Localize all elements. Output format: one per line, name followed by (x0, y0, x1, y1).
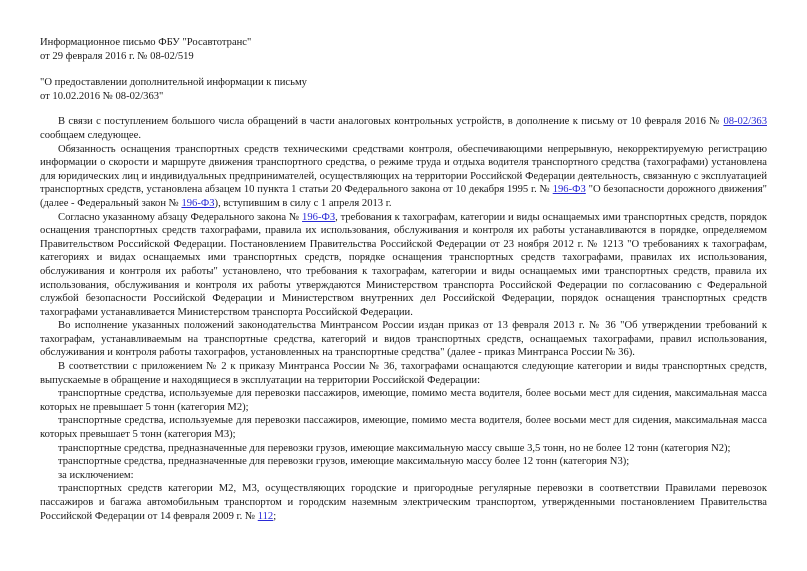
exception-item-text-b: ; (273, 510, 277, 522)
paragraph-3-text-a: Согласно указанному абзацу Федерального закона № (58, 211, 303, 223)
header-date: от 29 февраля 2016 г. № 08-02/519 (40, 50, 194, 62)
header-subject-line2: от 10.02.2016 № 08-02/363" (40, 90, 164, 102)
paragraph-5: В соответствии с приложением № 2 к приказу Минтранса России № 36, тахографами оснащаются следующие категории и виды транспортных средств, выпускаемые в обращение и находящиеся в эксплуатации на территории Российской Федерации: (40, 361, 767, 386)
header-subject-line1: "О предоставлении дополнительной информации к письму (40, 77, 307, 89)
header-title: Информационное письмо ФБУ "Росавтотранс" (40, 37, 252, 48)
exception-item (40, 482, 767, 523)
paragraph-3 (40, 211, 767, 320)
paragraph-2-text-c: ), вступившим в силу с 1 апреля 2013 г. (214, 197, 392, 209)
paragraph-1 (40, 115, 767, 142)
exceptions-intro: за исключением: (58, 469, 134, 481)
link-196-fz-2[interactable]: 196-ФЗ (181, 197, 215, 209)
paragraph-2 (40, 143, 767, 211)
paragraph-4: Во исполнение указанных положений законодательства Минтрансом России издан приказ от 13 февраля 2013 г. № 36 "Об утверждении требований к тахографам, устанавливаемым на транспортные средства, категорий и видов транспортных средств, оснащаемых тахографами, правил использования, обслуживания и контроля работы тахографов, установленных на транспортные средства" (далее - приказ Минтранса России № 36). (40, 320, 767, 359)
letter-header (40, 36, 767, 103)
paragraph-1-text-b: сообщаем следующее. (40, 129, 141, 141)
exception-item-text-a: транспортных средств категории M2, M3, осуществляющих городские и пригородные регулярные перевозки в соответствии Правилами перевозок пассажиров и багажа автомобильным транспортом и городским наземным электрическим транспортом, утвержденными постановлением Правительства Российской Федерации от 14 февраля 2009 г. № (40, 483, 767, 522)
paragraph-2-text-a: Обязанность оснащения транспортных средств техническими средствами контроля, обеспечивающими непрерывную, некорректируемую регистрацию информации о скорости и маршруте движения транспортного средства, о режиме труда и отдыха водителя транспортного средства (тахографами) установлена для юридических лиц и индивидуальных предпринимателей, осуществляющих на территории Российской Федерации деятельность, связанную с эксплуатацией транспортных средств, установлена абзацем 10 пункта 1 статьи 20 Федерального закона от 10 декабря 1995 г. № (40, 143, 767, 196)
list-item-m3: транспортные средства, используемые для перевозки пассажиров, имеющие, помимо места водителя, более восьми мест для сидения, максимальная масса которых превышает 5 тонн (категория M3); (40, 415, 767, 441)
link-112[interactable]: 112 (257, 510, 274, 522)
list-item-n2: транспортные средства, предназначенные для перевозки грузов, имеющие максимальную массу свыше 3,5 тонн, но не более 12 тонн (категория N2); (58, 442, 731, 454)
list-item-m2: транспортные средства, используемые для перевозки пассажиров, имеющие, помимо места водителя, более восьми мест для сидения, максимальная масса которых не превышает 5 тонн (категория M2); (40, 388, 767, 413)
letter-body (40, 115, 767, 523)
list-item-n3: транспортные средства, предназначенные для перевозки грузов, имеющие максимальную массу более 12 тонн (категория N3); (58, 456, 630, 468)
link-196-fz[interactable]: 196-ФЗ (552, 184, 586, 196)
link-08-02-363[interactable]: 08-02/363 (723, 116, 767, 128)
paragraph-2-text-b: "О безопасности дорожного движения" (далее - Федеральный закон № (40, 184, 767, 209)
paragraph-3-text-b: , требования к тахографам, категории и виды оснащаемых ими транспортных средств, порядок оснащения транспортных средств тахографами, правила их использования, обслуживания и контроля их работы устанавливаются в порядке, определяемом Правительством Российской Федерации. Постановлением Правительства Российской Федерации от 23 ноября 2012 г. № 1213 "О требованиях к тахографам, категориях и видах оснащаемых ими транспортных средств, порядке оснащения транспортных средств тахографами, правилах их использования, обслуживания и контроля их работы" установлено, что требования к тахографам, категории и виды оснащаемых ими транспортных средств, правила их использования, обслуживания и контроля их работы утверждаются Министерством транспорта Российской Федерации по согласованию с Федеральной службой безопасности Российской Федерации и Министерством внутренних дел Российской Федерации, порядок оснащения транспортных средств тахографами устанавливается Министерством транспорта Российской Федерации. (40, 211, 767, 318)
link-196-fz-3[interactable]: 196-ФЗ (302, 211, 336, 223)
paragraph-1-text-a: В связи с поступлением большого числа обращений в части аналоговых контрольных устройств, в дополнение к письму от 10 февраля 2016 № (58, 116, 724, 128)
